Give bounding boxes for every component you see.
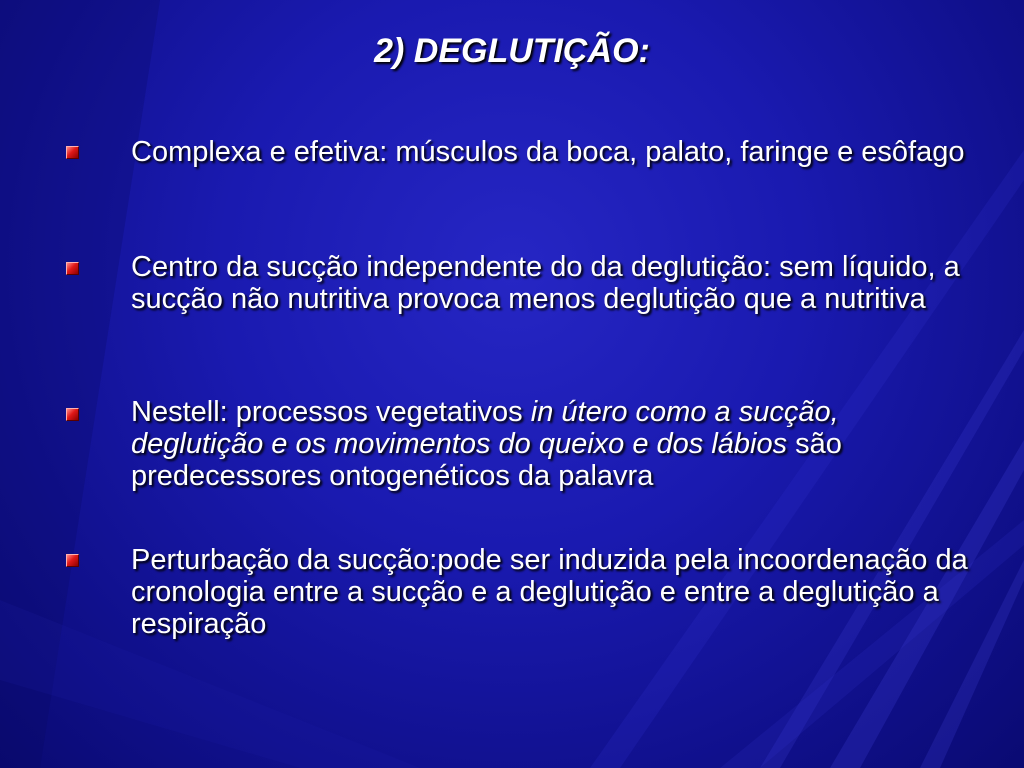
bullet-marker-icon [66, 146, 79, 159]
bullet-marker-icon [66, 408, 79, 421]
bullet-text-italic: in útero como a sucção, deglutição e os movimentos do queixo e dos lábios [131, 396, 839, 460]
bullet-marker-icon [66, 262, 79, 275]
bullet-text: Centro da sucção independente do da deglutição: sem líquido, a sucção não nutritiva provoca menos deglutição que a nutritiva [131, 251, 960, 315]
bullet-marker-icon [66, 554, 79, 567]
bullet-text-plain: Nestell: processos vegetativos [131, 396, 531, 428]
bullet-text [131, 396, 971, 492]
bullet-text: Complexa e efetiva: músculos da boca, palato, faringe e esôfago [131, 136, 965, 168]
bullet-text: Perturbação da sucção:pode ser induzida pela incoordenação da cronologia entre a sucção e a deglutição e entre a deglutição a respiração [131, 544, 968, 640]
bullet-text-plain: são predecessores ontogenéticos da palavra [131, 428, 842, 492]
slide-title: 2) DEGLUTIÇÃO: [374, 32, 650, 70]
